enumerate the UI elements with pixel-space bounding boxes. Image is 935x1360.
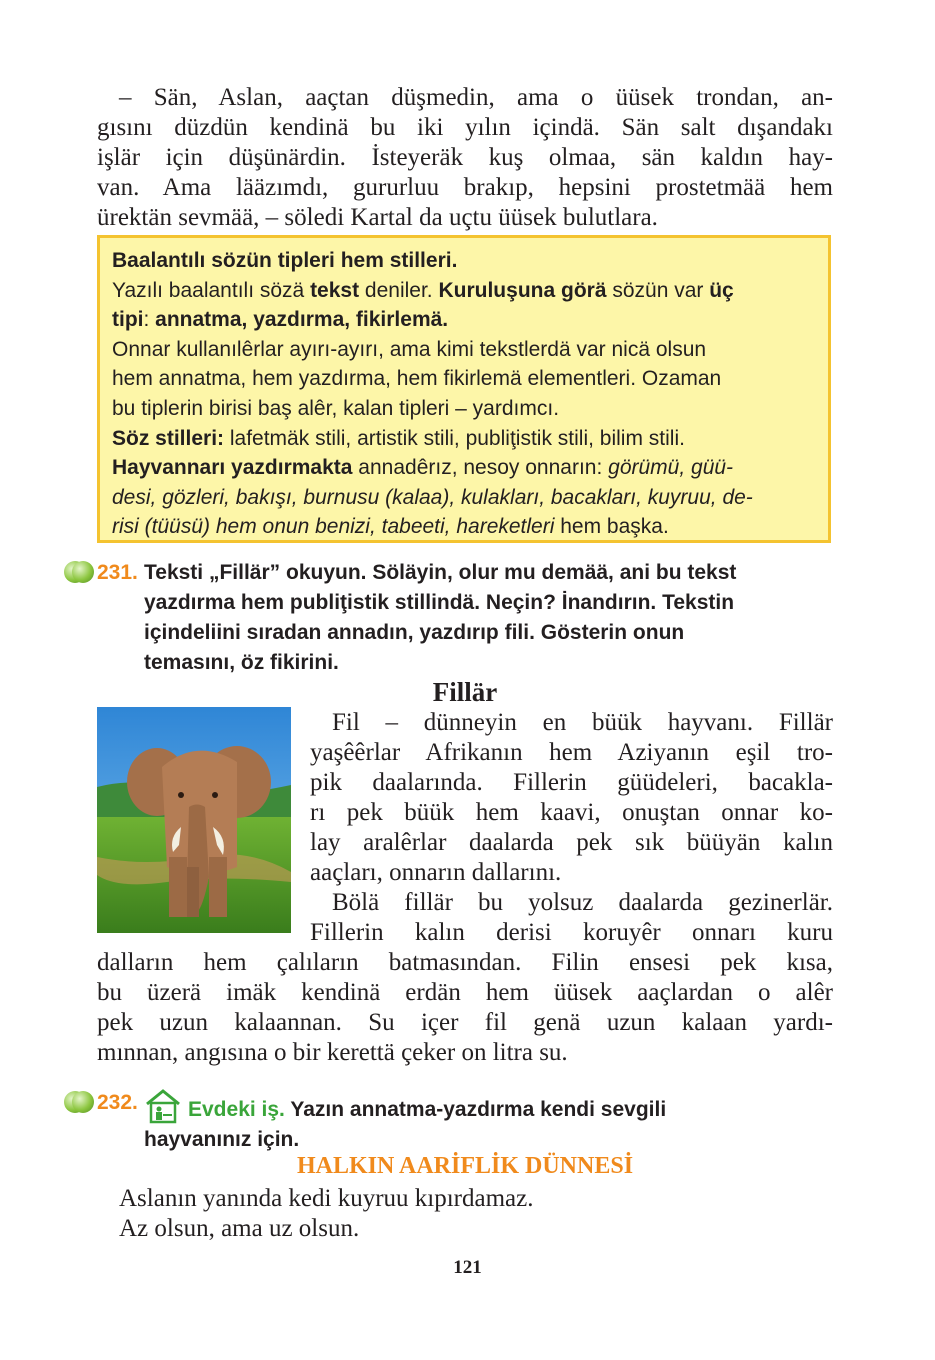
rule-line: Hayvannarı yazdırmakta annadêrız, nesoy onnarın: görümü, güü- xyxy=(112,456,734,480)
story-line: lay aralêrlar daalarda pek sık büüyän kalın xyxy=(310,829,833,856)
rule-line: desi, gözleri, bakışı, burnusu (kalaa), kulakları, bacakları, kuyruu, de- xyxy=(112,485,753,509)
task-number: 231. xyxy=(97,561,138,584)
task-231 xyxy=(64,558,844,678)
story-line: aaçları, onnarın dallarını. xyxy=(310,859,562,886)
story-line: Fillerin kalın derisi koruyêr onnarı kuru xyxy=(310,919,833,946)
task-text: Evdeki iş. Yazın annatma-yazdırma kendi sevgili hayvanınız için. xyxy=(144,1088,666,1155)
proverb: Aslanın yanında kedi kuyruu kıpırdamaz. xyxy=(119,1185,534,1212)
rule-line: Onnar kullanılêrlar ayırı-ayırı, ama kimi tekstlerdä var nicä olsun xyxy=(112,337,707,361)
story-line: pek uzun kalaannan. Su içer fil genä uzun kalaan yardı- xyxy=(97,1009,833,1036)
intro-line: işlär için düşünärdin. İsteyeräk kuş olmaa, sän kaldın hay- xyxy=(97,144,833,171)
intro-line: gısını düzdün kendinä bu iki yılın içindä. Sän salt dışandakı xyxy=(97,114,833,141)
rule-line: tipi: annatma, yazdırma, fikirlemä. xyxy=(112,308,449,332)
task-marker-icon xyxy=(64,561,94,583)
page-number: 121 xyxy=(453,1257,482,1278)
rule-line: Yazılı baalantılı sözä tekst deniler. Kuruluşuna görä sözün var üç xyxy=(112,278,734,302)
task-text: Teksti „Fillär” okuyun. Söläyin, olur mu demää, ani bu tekst yazdırma hem publiţistik stillindä. Neçin? İnandırın. Tekstin içindeliini sıradan annadın, yazdırıp fili. Gösterin onun temasını, öz fikirini. xyxy=(144,561,737,674)
story-line: Bölä fillär bu yolsuz daalarda gezinerlär. xyxy=(332,889,833,916)
homework-house-icon xyxy=(144,1088,182,1124)
task-marker-icon xyxy=(64,1091,94,1113)
proverbs-list xyxy=(119,1184,533,1244)
intro-line: – Sän, Aslan, aaçtan düşmedin, ama o üüsek trondan, an- xyxy=(119,84,833,111)
task-232 xyxy=(64,1088,844,1150)
story-title: Fillär xyxy=(432,677,498,707)
story-line: rı pek büük hem kaavi, onuştan onnar ko- xyxy=(310,799,833,826)
story-line: Fil – dünneyin en büük hayvanı. Fillär xyxy=(332,709,833,736)
homework-label: Evdeki iş. xyxy=(188,1098,285,1121)
rule-line: Söz stilleri: lafetmäk stili, artistik stili, publiţistik stili, bilim stili. xyxy=(112,426,685,450)
story-line: dalların hem çalıların batmasından. Filin ensesi pek kısa, xyxy=(97,949,833,976)
proverbs-heading: HALKIN AARİFLİK DÜNNESİ xyxy=(296,1153,634,1179)
rule-line: risi (tüüsü) hem onun benizi, tabeeti, hareketleri hem başka. xyxy=(112,515,669,539)
grammar-rule-box xyxy=(97,235,831,543)
intro-paragraph xyxy=(97,83,833,233)
rule-line: hem annatma, hem yazdırma, hem fikirlemä elementleri. Ozaman xyxy=(112,367,722,391)
intro-line: ürektän sevmää, – söledi Kartal da uçtu üüsek bulutlara. xyxy=(97,204,658,231)
story-line: pik daalarında. Fillerin güüdeleri, bacakla- xyxy=(310,769,833,796)
rule-line: bu tiplerin birisi baş alêr, kalan tipleri – yardımcı. xyxy=(112,396,560,420)
intro-line: van. Ama lääzımdı, gururluu brakıp, hepsini prostetmää hem xyxy=(97,174,833,201)
story-line: bu üzerä imäk kendinä erdän hem üüsek aaçlardan o alêr xyxy=(97,979,833,1006)
story-text xyxy=(97,708,833,1068)
story-line: mınnan, angısına o bir kerettä çeker on litra su. xyxy=(97,1039,568,1066)
rule-heading: Baalantılı sözün tipleri hem stilleri. xyxy=(112,249,458,272)
task-number: 232. xyxy=(97,1091,138,1114)
story-line: yaşêêrlar Afrikanın hem Aziyanın eşil tro- xyxy=(310,739,833,766)
proverb: Az olsun, ama uz olsun. xyxy=(119,1215,360,1242)
